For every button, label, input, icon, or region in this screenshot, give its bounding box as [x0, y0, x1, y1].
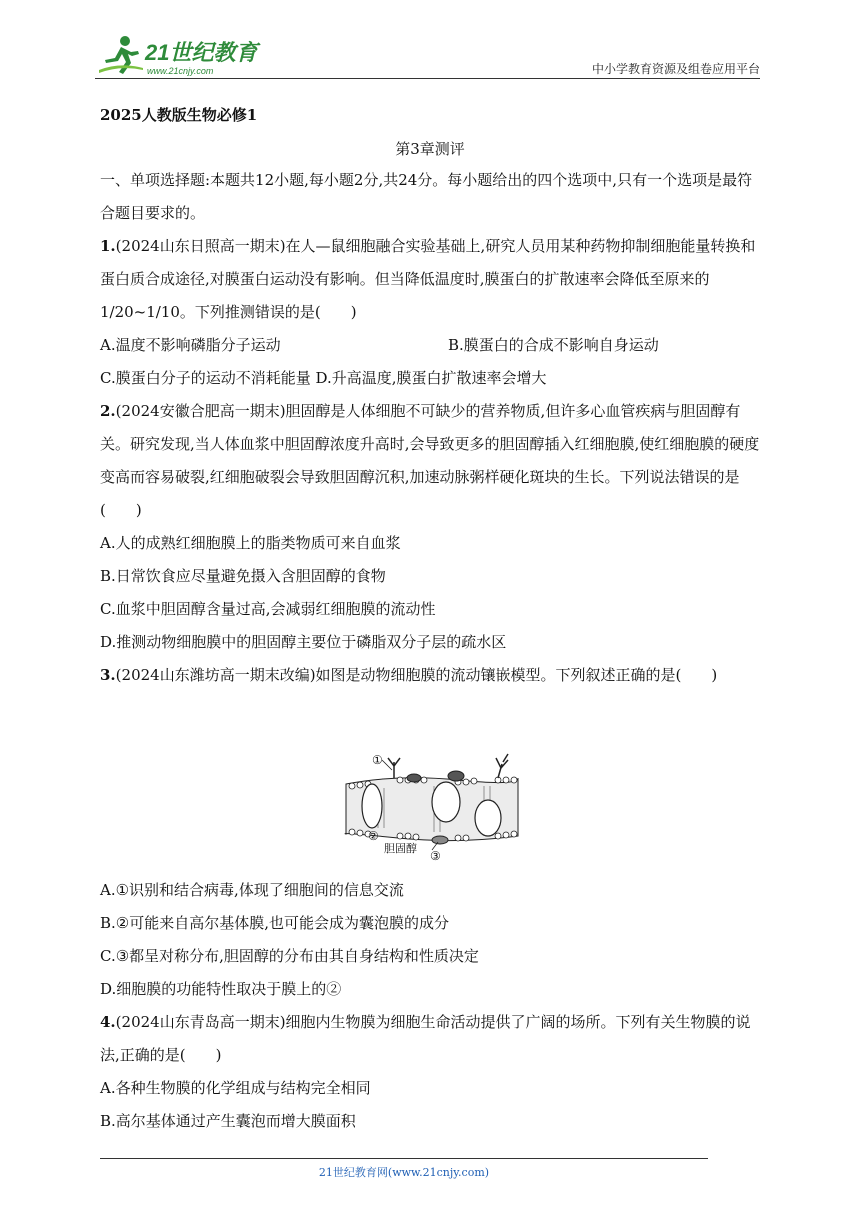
question-text: (2024山东青岛高一期末)细胞内生物膜为细胞生命活动提供了广阔的场所。下列有关生物膜的说法,正确的是( ) — [100, 1013, 751, 1064]
option-a[interactable]: A.①识别和结合病毒,体现了细胞间的信息交流 — [100, 881, 404, 899]
site-logo — [95, 32, 265, 78]
option-d[interactable]: D.升高温度,膜蛋白扩散速率会增大 — [315, 369, 547, 387]
option-d[interactable]: D.细胞膜的功能特性取决于膜上的② — [100, 980, 342, 998]
platform-name: 中小学教育资源及组卷应用平台 — [591, 62, 760, 76]
option-c[interactable]: C.③都呈对称分布,胆固醇的分布由其自身结构和性质决定 — [100, 947, 479, 965]
option-b[interactable]: B.高尔基体通过产生囊泡而增大膜面积 — [100, 1112, 356, 1130]
page-header — [95, 30, 760, 80]
footer-link[interactable]: 21世纪教育网(www.21cnjy.com) — [318, 1166, 490, 1179]
option-a[interactable]: A.各种生物膜的化学组成与结构完全相同 — [100, 1079, 371, 1097]
question-2-stem — [100, 395, 764, 527]
label-3: ③ — [430, 849, 441, 863]
label-1: ① — [372, 753, 383, 767]
question-text: (2024安徽合肥高一期末)胆固醇是人体细胞不可缺少的营养物质,但许多心血管疾病与胆固醇有关。研究发现,当人体血浆中胆固醇浓度升高时,会导致更多的胆固醇插入红细胞膜,使红细胞膜的硬度变高而容易破裂,红细胞破裂会导致胆固醇沉积,加速动脉粥样硬化斑块的生长。下列说法错误的是( ) — [100, 402, 760, 519]
option-d[interactable]: D.推测动物细胞膜中的胆固醇主要位于磷脂双分子层的疏水区 — [100, 633, 507, 651]
question-number: 1. — [100, 237, 116, 255]
option-b[interactable]: B.膜蛋白的合成不影响自身运动 — [448, 336, 659, 354]
membrane-figure — [338, 748, 522, 864]
section-intro: 一、单项选择题:本题共12小题,每小题2分,共24分。每小题给出的四个选项中,只有一个选项是最符合题目要求的。 — [100, 171, 753, 222]
option-c[interactable]: C.膜蛋白分子的运动不消耗能量 — [100, 369, 311, 387]
question-number: 4. — [100, 1013, 116, 1031]
question-text: (2024山东潍坊高一期末改编)如图是动物细胞膜的流动镶嵌模型。下列叙述正确的是( ) — [115, 666, 718, 684]
runner-icon — [99, 36, 143, 74]
question-text: (2024山东日照高一期末)在人—鼠细胞融合实验基础上,研究人员用某种药物抑制细胞能量转换和蛋白质合成途径,对膜蛋白运动没有影响。但当降低温度时,膜蛋白的扩散速率会降低至原来的1/20~1/10。下列推测错误的是( ) — [100, 237, 756, 321]
content-block-bottom — [100, 874, 764, 1138]
chapter-title: 第3章测评 — [395, 140, 465, 158]
logo-text: 21世纪教育 — [145, 40, 258, 65]
header-divider — [95, 78, 760, 79]
content-block-top — [100, 164, 764, 692]
option-a[interactable]: A.人的成熟红细胞膜上的脂类物质可来自血浆 — [100, 534, 401, 552]
option-b[interactable]: B.日常饮食应尽量避免摄入含胆固醇的食物 — [100, 567, 386, 585]
label-2: ② — [368, 829, 379, 843]
option-b[interactable]: B.②可能来自高尔基体膜,也可能会成为囊泡膜的成分 — [100, 914, 450, 932]
doc-title: 2025人教版生物必修1 — [100, 106, 258, 124]
question-3-stem — [100, 659, 764, 692]
question-number: 3. — [100, 666, 116, 684]
question-1-stem — [100, 230, 764, 329]
option-a[interactable]: A.温度不影响磷脂分子运动 — [100, 336, 281, 354]
option-row — [100, 362, 764, 395]
label-cholesterol: 胆固醇 — [384, 842, 417, 855]
option-row — [100, 329, 764, 362]
question-number: 2. — [100, 402, 116, 420]
logo-url: www.21cnjy.com — [147, 66, 214, 76]
option-c[interactable]: C.血浆中胆固醇含量过高,会减弱红细胞膜的流动性 — [100, 600, 436, 618]
footer-divider — [100, 1158, 708, 1159]
question-4-stem — [100, 1006, 764, 1072]
